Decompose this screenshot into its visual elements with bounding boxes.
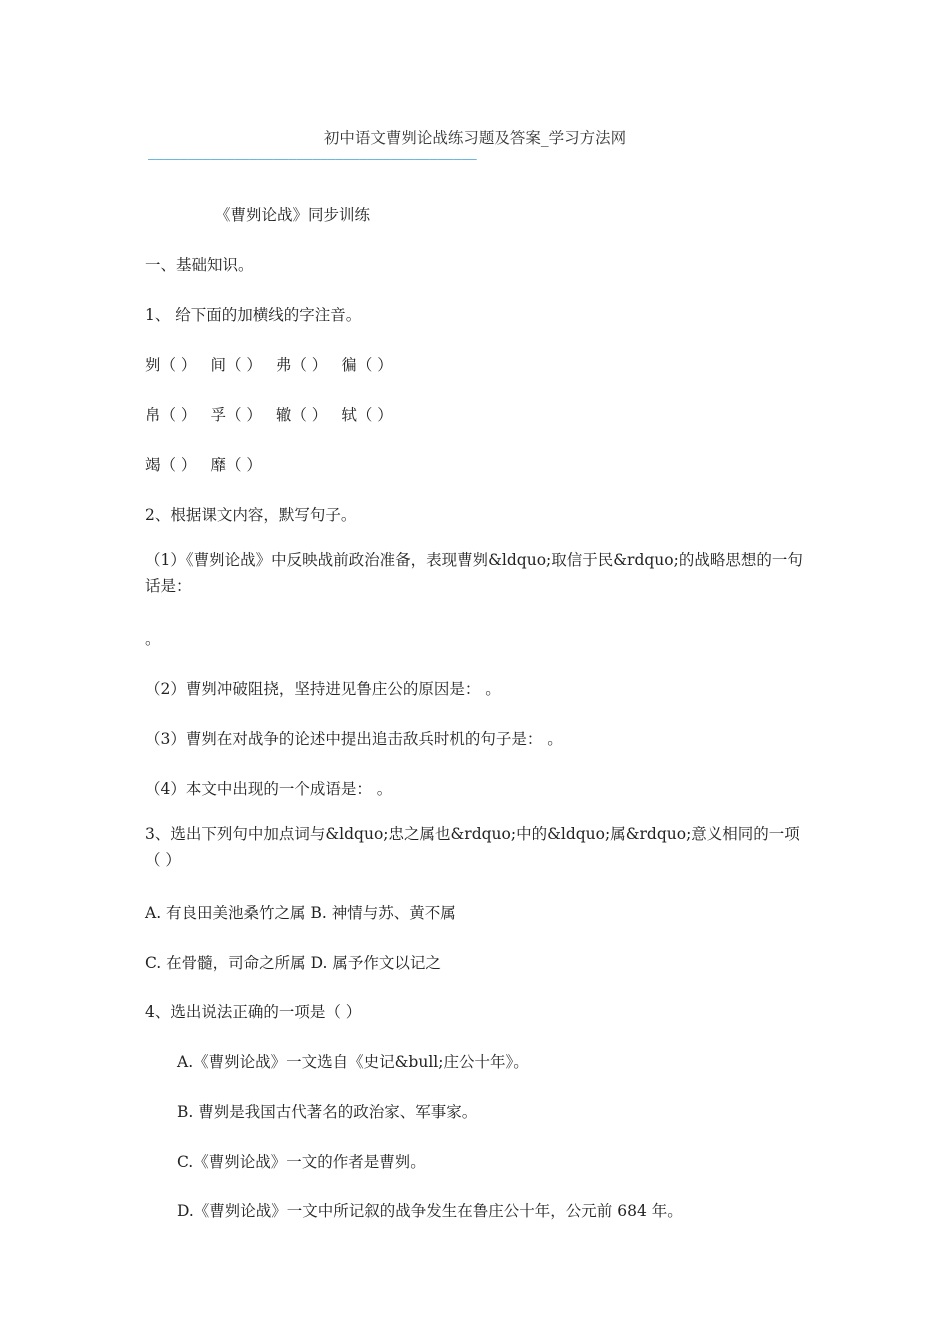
pinyin-item: 靡（ ）	[210, 456, 262, 474]
question-4: 4、选出说法正确的一项是（ ）	[145, 1003, 362, 1021]
pinyin-item: 间（ ）	[210, 356, 262, 374]
question-1: 1、 给下面的加横线的字注音。	[145, 306, 362, 324]
question-4-option-c: C.《曹刿论战》一文的作者是曹刿。	[177, 1153, 426, 1171]
page-title: 初中语文曹刿论战练习题及答案_学习方法网	[323, 129, 627, 147]
pinyin-item: 辙（ ）	[275, 406, 328, 424]
pinyin-row-1	[145, 353, 407, 375]
pinyin-item: 刿（ ）	[145, 356, 197, 374]
question-2-3: （3）曹刿在对战争的论述中提出追击敌兵时机的句子是： 。	[145, 730, 563, 748]
section-basic-knowledge: 一、基础知识。	[145, 256, 254, 274]
exercise-subtitle: 《曹刿论战》同步训练	[215, 206, 371, 224]
pinyin-row-2	[145, 403, 407, 425]
question-2-4: （4）本文中出现的一个成语是： 。	[145, 780, 393, 798]
question-2-2: （2）曹刿冲破阻挠，坚持进见鲁庄公的原因是： 。	[145, 680, 501, 698]
question-4-option-d: D.《曹刿论战》一文中所记叙的战争发生在鲁庄公十年，公元前 684 年。	[177, 1202, 683, 1220]
question-4-option-a: A.《曹刿论战》一文选自《史记&bull;庄公十年》。	[177, 1053, 529, 1071]
question-2: 2、根据课文内容，默写句子。	[145, 506, 357, 524]
pinyin-item: 孚（ ）	[210, 406, 262, 424]
question-3: 3、选出下列句中加点词与&ldquo;忠之属也&rdquo;中的&ldquo;属&rdquo;意义相同的一项（ ）	[145, 825, 800, 869]
pinyin-item: 轼（ ）	[341, 406, 393, 424]
question-3-options-ab: A. 有良田美池桑竹之属 B. 神情与苏、黄不属	[145, 904, 456, 922]
pinyin-item: 弗（ ）	[275, 356, 328, 374]
question-2-1-blank: 。	[145, 630, 161, 648]
question-2-1: （1）《曹刿论战》中反映战前政治准备，表现曹刿&ldquo;取信于民&rdquo;的战略思想的一句话是：	[145, 551, 803, 595]
pinyin-row-3	[145, 453, 276, 475]
pinyin-item: 徧（ ）	[341, 356, 393, 374]
title-dashed-rule: ——————————————————————————————————————————	[148, 152, 477, 166]
pinyin-item: 帛（ ）	[145, 406, 197, 424]
pinyin-item: 竭（ ）	[145, 456, 197, 474]
question-4-option-b: B. 曹刿是我国古代著名的政治家、军事家。	[177, 1103, 478, 1121]
question-3-options-cd: C. 在骨髓，司命之所属 D. 属予作文以记之	[145, 954, 441, 972]
